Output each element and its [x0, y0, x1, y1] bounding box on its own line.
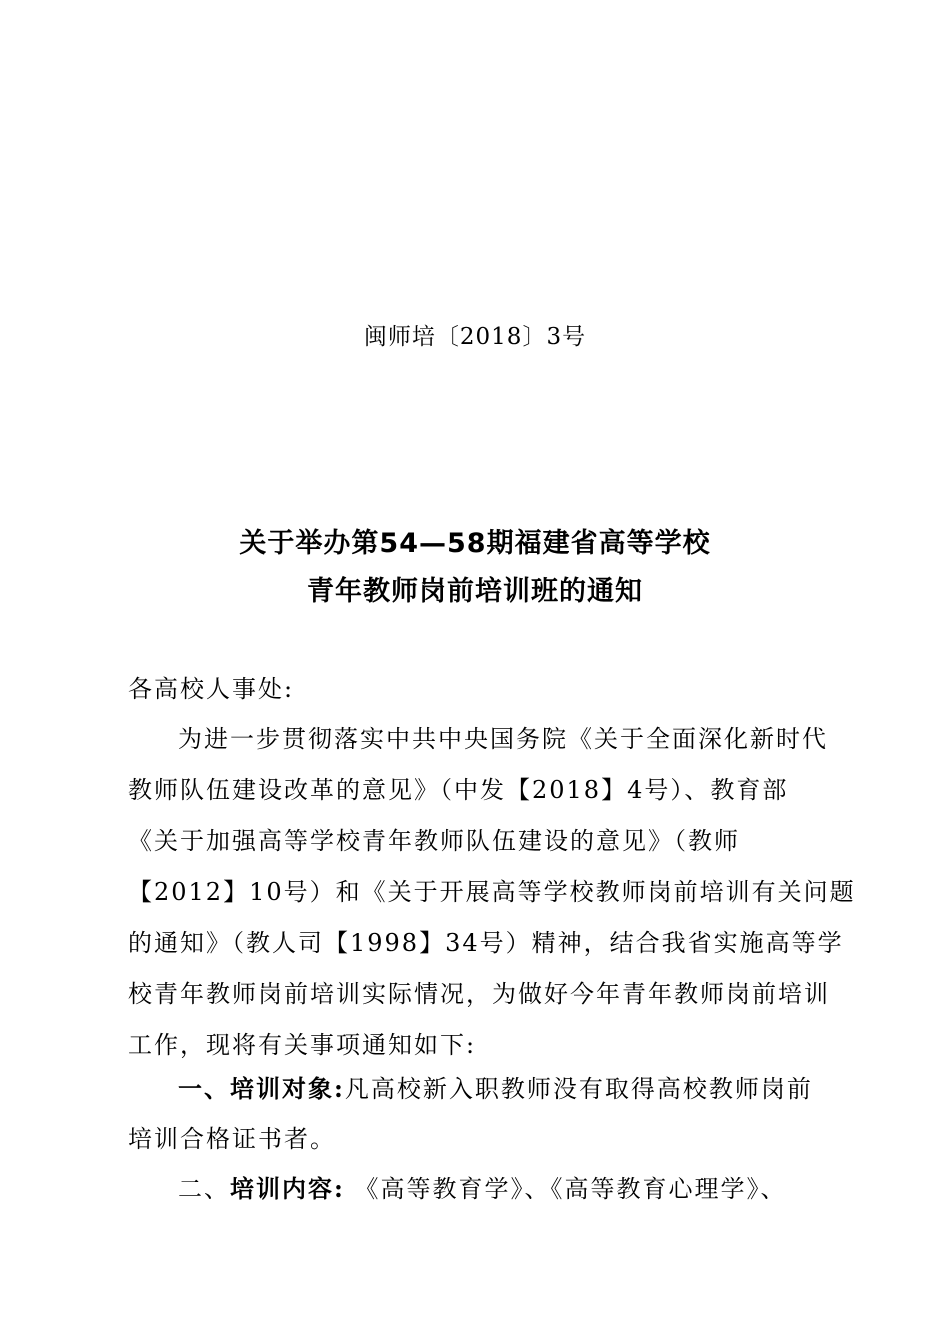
title-line-2: 青年教师岗前培训班的通知	[307, 576, 643, 607]
section-training-content	[128, 1163, 828, 1214]
section-line: 培训合格证书者。	[128, 1125, 336, 1153]
section-heading: 培训内容:	[230, 1174, 345, 1203]
intro-line: 的通知》（教人司【1998】34号）精神，结合我省实施高等学	[128, 929, 844, 957]
doc-number: 闽师培〔2018〕3号	[363, 324, 587, 350]
section-text: 《高等教育学》、《高等教育心理学》、	[344, 1175, 787, 1203]
intro-line: 校青年教师岗前培训实际情况，为做好今年青年教师岗前培训	[128, 980, 830, 1008]
intro-line: 《关于加强高等学校青年教师队伍建设的意见》（教师	[128, 827, 740, 855]
section-training-target	[128, 1063, 828, 1165]
intro-line: 【2012】10号）和《关于开展高等学校教师岗前培训有关问题	[128, 878, 856, 906]
intro-paragraph	[128, 714, 856, 1071]
section-line	[128, 1063, 828, 1114]
title-line-1: 关于举办第54—58期福建省高等学校	[239, 528, 711, 559]
addressee: 各高校人事处:	[128, 675, 295, 703]
section-heading: 一、培训对象:	[178, 1074, 345, 1103]
section-prefix: 二、	[178, 1175, 230, 1203]
section-text: 凡高校新入职教师没有取得高校教师岗前	[344, 1075, 813, 1103]
section-line	[128, 1163, 828, 1214]
intro-line: 工作，现将有关事项通知如下:	[128, 1031, 477, 1059]
intro-line: 教师队伍建设改革的意见》（中发【2018】4号）、教育部	[128, 776, 789, 804]
intro-line: 为进一步贯彻落实中共中央国务院《关于全面深化新时代	[178, 725, 828, 753]
